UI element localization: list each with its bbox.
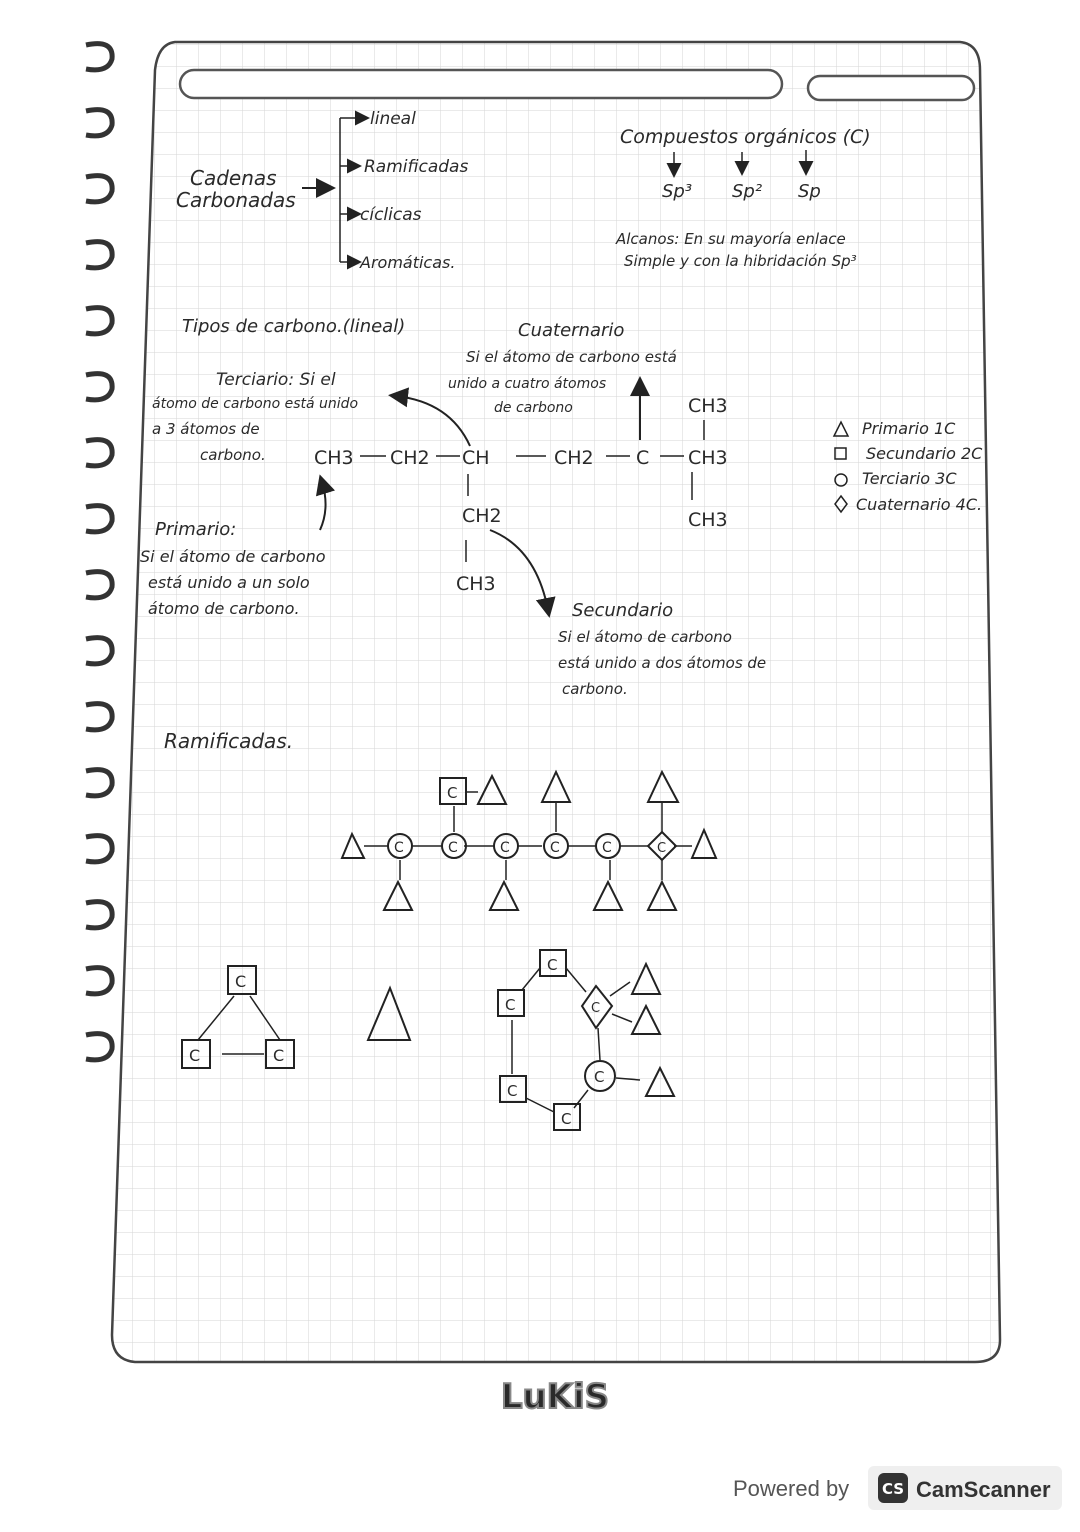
formula-ch3-1: CH3 xyxy=(314,447,354,469)
atom-label: C xyxy=(505,996,516,1014)
cadenas-title-line2: Carbonadas xyxy=(176,188,296,212)
primario-line2: Si el átomo de carbono xyxy=(140,547,326,566)
camscanner-brand: CamScanner xyxy=(916,1477,1051,1502)
legend-cuaternario: Cuaternario 4C. xyxy=(856,495,983,514)
ramificadas-title: Ramificadas. xyxy=(164,729,294,753)
cuaternario-line4: de carbono xyxy=(494,400,573,416)
cadenas-title-line1: Cadenas xyxy=(190,166,277,190)
legend-secundario: Secundario 2C xyxy=(866,444,983,463)
atom-label: C xyxy=(561,1110,572,1128)
atom-label: C xyxy=(594,1068,605,1086)
terciario-line2: átomo de carbono está unido xyxy=(152,396,359,412)
terciario-line3: a 3 átomos de xyxy=(152,420,260,438)
formula-ch3-2: CH3 xyxy=(688,447,728,469)
primario-title: Primario: xyxy=(155,519,237,540)
primario-line4: átomo de carbono. xyxy=(148,599,300,618)
compuestos-title: Compuestos orgánicos (C) xyxy=(620,126,871,148)
cs-badge-text: CS xyxy=(882,1480,905,1498)
atom-label: C xyxy=(591,1001,601,1016)
spiral-ring xyxy=(86,770,112,796)
spiral-ring xyxy=(86,1034,112,1060)
branch-ramificadas: Ramificadas xyxy=(364,157,469,177)
cuaternario-line3: unido a cuatro átomos xyxy=(448,376,607,392)
formula-c: C xyxy=(636,447,650,469)
tipos-title: Tipos de carbono.(lineal) xyxy=(182,316,406,337)
header-bar-left xyxy=(180,70,782,98)
spiral-ring xyxy=(86,968,112,994)
formula-ch: CH xyxy=(462,447,490,469)
page-outline xyxy=(112,42,1000,1362)
spiral-ring xyxy=(86,110,112,136)
spiral-ring xyxy=(86,44,112,70)
formula-ch3-bottom: CH3 xyxy=(688,509,728,531)
branch-ciclicas: cíclicas xyxy=(360,205,422,225)
atom-label: C xyxy=(448,840,458,856)
spiral-ring xyxy=(86,572,112,598)
atom-label: C xyxy=(547,956,558,974)
spiral-ring xyxy=(86,902,112,928)
formula-ch3-top: CH3 xyxy=(688,395,728,417)
alcanos-line1: Alcanos: En su mayoría enlace xyxy=(616,230,846,248)
terciario-line4: carbono. xyxy=(200,446,266,464)
atom-label: C xyxy=(657,841,667,856)
hybrid-sp2: Sp² xyxy=(732,181,763,202)
atom-label: C xyxy=(447,784,458,802)
legend-terciario: Terciario 3C xyxy=(862,469,957,488)
header-bar-right xyxy=(808,76,974,100)
branch-aromaticas: Aromáticas. xyxy=(360,253,456,272)
formula-ch2-1: CH2 xyxy=(390,447,430,469)
primario-line3: está unido a un solo xyxy=(148,573,310,592)
atom-label: C xyxy=(394,840,404,856)
formula-ch2-2: CH2 xyxy=(554,447,594,469)
secundario-line3: está unido a dos átomos de xyxy=(558,654,767,672)
spiral-ring xyxy=(86,704,112,730)
spiral-ring xyxy=(86,440,112,466)
atom-label: C xyxy=(602,840,612,856)
secundario-line4: carbono. xyxy=(562,680,628,698)
cuaternario-title: Cuaternario xyxy=(518,320,625,341)
legend-primario: Primario 1C xyxy=(862,419,956,438)
spiral-binding xyxy=(86,44,112,1060)
spiral-ring xyxy=(86,836,112,862)
atom-label: C xyxy=(235,972,247,991)
formula-ch3-branch: CH3 xyxy=(456,573,496,595)
branch-lineal: lineal xyxy=(370,109,416,129)
hybrid-sp3: Sp³ xyxy=(662,181,693,202)
alcanos-line2: Simple y con la hibridación Sp³ xyxy=(624,252,857,270)
spiral-ring xyxy=(86,374,112,400)
spiral-ring xyxy=(86,308,112,334)
lukis-logo: LuKiS xyxy=(500,1377,610,1417)
cuaternario-line2: Si el átomo de carbono está xyxy=(466,348,677,366)
spiral-ring xyxy=(86,242,112,268)
atom-label: C xyxy=(550,840,560,856)
spiral-ring xyxy=(86,638,112,664)
secundario-line2: Si el átomo de carbono xyxy=(558,628,732,646)
atom-label: C xyxy=(500,840,510,856)
atom-label: C xyxy=(189,1046,201,1065)
hybrid-sp: Sp xyxy=(798,181,821,202)
spiral-ring xyxy=(86,506,112,532)
powered-by-text: Powered by xyxy=(733,1476,850,1501)
atom-label: C xyxy=(273,1046,285,1065)
secundario-title: Secundario xyxy=(572,600,674,621)
atom-label: C xyxy=(507,1082,518,1100)
terciario-title: Terciario: Si el xyxy=(216,370,336,390)
spiral-ring xyxy=(86,176,112,202)
formula-ch2-branch: CH2 xyxy=(462,505,502,527)
